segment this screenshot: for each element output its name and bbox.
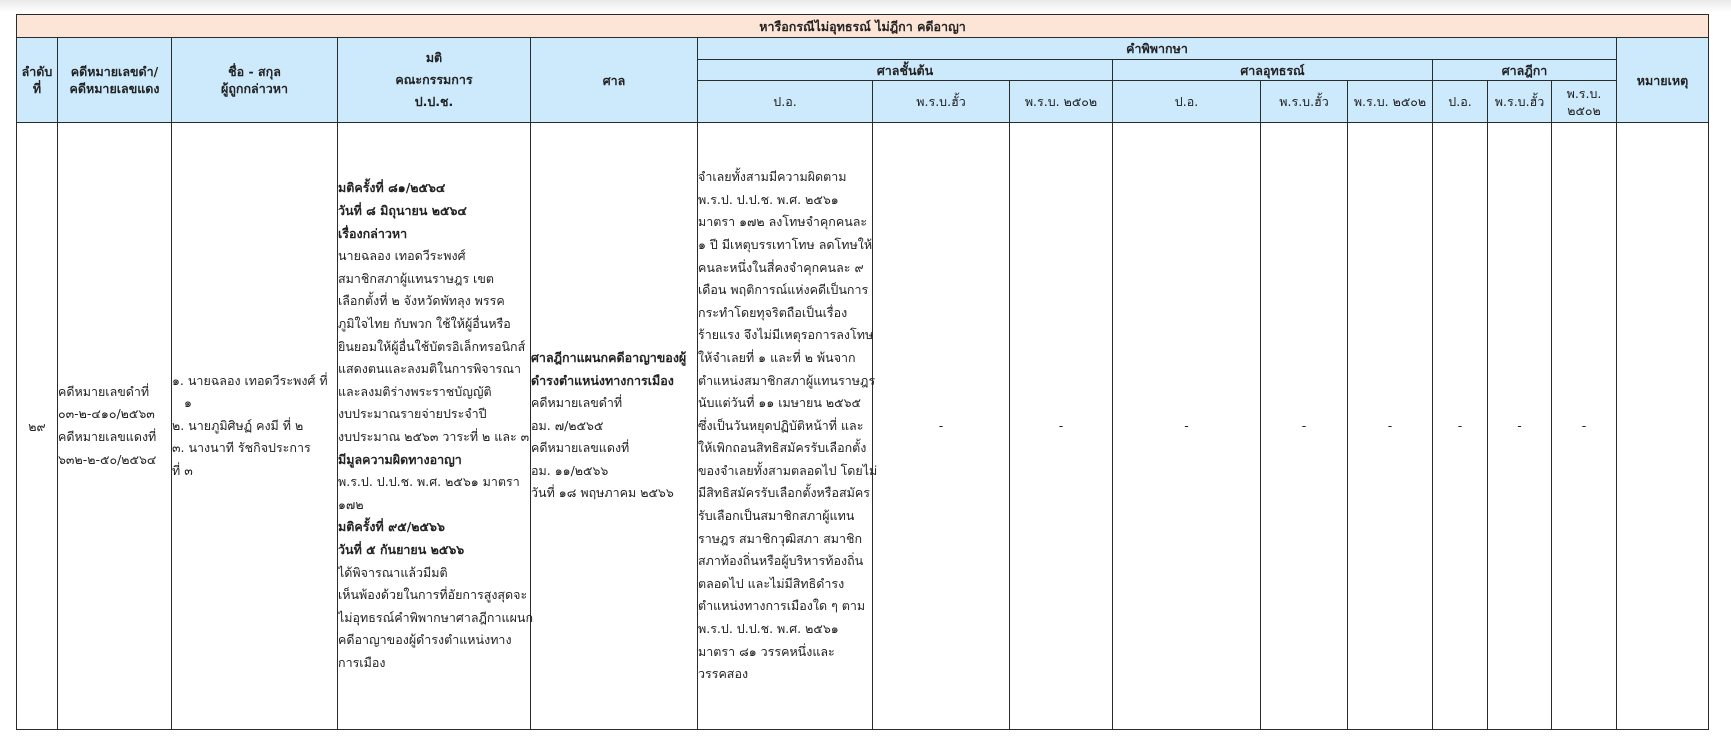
judgment-line: นับแต่วันที่ ๑๑ เมษายน ๒๕๖๕ — [698, 395, 861, 411]
judgment-line: คนละหนึ่งในสี่คงจำคุกคนละ ๙ — [698, 259, 864, 275]
judgment-line: ๑ ปี มีเหตุบรรเทาโทษ ลดโทษให้ — [698, 236, 873, 252]
header-supreme-2502-line1: พ.ร.บ. — [1566, 85, 1602, 101]
dash-value: - — [1301, 417, 1307, 433]
cell-resolution — [338, 123, 534, 730]
header-remark: หมายเหตุ — [1617, 38, 1709, 123]
judgment-line: ร้ายแรง จึงไม่มีเหตุรอการลงโทษ — [698, 327, 874, 343]
header-supreme-po: ป.อ. — [1433, 81, 1488, 123]
header-name-line1: ชื่อ - สกุล — [228, 64, 281, 79]
header-case-no — [58, 38, 172, 123]
cell-court — [531, 123, 698, 730]
case-no-line: คดีหมายเลขดำที่ — [58, 383, 150, 399]
header-no — [17, 38, 58, 123]
header-resolution-line2: คณะกรรมการ — [395, 72, 473, 87]
cell-appeal-old — [1261, 123, 1348, 730]
case-no-line: ๖๓๒-๒-๕๐/๒๕๖๔ — [58, 451, 157, 467]
header-case-no-line1: คดีหมายเลขดำ/ — [70, 64, 159, 79]
header-no-line1: ลำดับ — [21, 64, 53, 79]
cell-supreme-2502 — [1552, 123, 1617, 730]
resolution-line: งบประมาณรายจ่ายประจำปี — [338, 406, 487, 422]
resolution-line: ไม่อุทธรณ์คำพิพากษาศาลฎีกาแผนก — [338, 609, 534, 625]
judgment-line: รับเลือกเป็นสมาชิกสภาผู้แทน — [698, 508, 855, 524]
cell-appeal-po — [1113, 123, 1261, 730]
header-supreme-old: พ.ร.บ.ฮั้ว — [1488, 81, 1552, 123]
judgment-line: ซึ่งเป็นวันหยุดปฏิบัติหน้าที่ และ — [698, 417, 864, 433]
dash-value: - — [938, 417, 944, 433]
header-resolution — [338, 38, 531, 123]
header-name — [172, 38, 338, 123]
cell-first-2502 — [1010, 123, 1113, 730]
resolution-line: แสดงตนและลงมติในการพิจารณา — [338, 361, 521, 377]
header-name-line2: ผู้ถูกกล่าวหา — [221, 81, 288, 96]
header-first-po: ป.อ. — [698, 81, 873, 123]
header-supreme-2502 — [1552, 81, 1617, 123]
resolution-line: งบประมาณ ๒๕๖๓ วาระที่ ๒ และ ๓ — [338, 429, 530, 444]
judgment-line: มีสิทธิสมัครรับเลือกตั้งหรือสมัคร — [698, 485, 870, 501]
judgment-line: ให้เพิกถอนสิทธิสมัครรับเลือกตั้ง — [698, 440, 867, 456]
cell-remark — [1617, 123, 1709, 730]
header-first-2502: พ.ร.บ. ๒๕๐๒ — [1010, 81, 1113, 123]
resolution-line: เรื่องกล่าวหา — [338, 225, 408, 241]
table-row — [17, 123, 1709, 730]
judgment-line: ตลอดไป และไม่มีสิทธิดำรง — [698, 575, 845, 591]
dash-value: - — [1058, 417, 1064, 433]
judgment-line: วรรคสอง — [698, 666, 749, 682]
court-line: คดีหมายเลขดำที่ — [531, 395, 623, 411]
resolution-line: เห็นพ้องด้วยในการที่อัยการสูงสุดจะ — [338, 587, 528, 603]
case-table — [16, 14, 1709, 730]
resolution-line: ได้พิจารณาแล้วมีมติ — [338, 564, 448, 580]
header-first-old: พ.ร.บ.ฮั้ว — [873, 81, 1010, 123]
judgment-line: ตำแหน่งสมาชิกสภาผู้แทนราษฎร — [698, 372, 876, 388]
name-line: ที่ ๓ — [172, 462, 193, 478]
header-appeal-old: พ.ร.บ.ฮั้ว — [1261, 81, 1348, 123]
resolution-line: ๑๗๒ — [338, 496, 364, 512]
name-line: ๓. นางนาที รัชกิจประการ — [172, 440, 311, 456]
court-line: ดำรงตำแหน่งทางการเมือง — [531, 372, 674, 388]
cell-supreme-old — [1488, 123, 1552, 730]
resolution-line: มติครั้งที่ ๙๕/๒๕๖๖ — [338, 519, 445, 535]
header-no-line2: ที่ — [32, 81, 42, 96]
court-line: อม. ๗/๒๕๖๕ — [531, 417, 604, 433]
resolution-line: เลือกตั้งที่ ๒ จังหวัดพัทลุง พรรค — [338, 293, 505, 309]
resolution-line: มีมูลความผิดทางอาญา — [338, 451, 462, 467]
table-title: หารือกรณีไม่อุทธรณ์ ไม่ฎีกา คดีอาญา — [17, 15, 1709, 38]
dash-value: - — [1387, 417, 1393, 433]
court-line: ศาลฎีกาแผนกคดีอาญาของผู้ — [531, 349, 687, 365]
judgment-line: มาตรา ๑๗๒ ลงโทษจำคุกคนละ — [698, 214, 868, 230]
name-line: ๑. นายฉลอง เทอดวีระพงศ์ ที่ — [172, 372, 328, 388]
header-court-appeal: ศาลอุทธรณ์ — [1113, 60, 1433, 81]
header-judgment: คำพิพากษา — [698, 38, 1617, 60]
name-line: ๑ — [184, 395, 192, 411]
judgment-line: ของจำเลยทั้งสามตลอดไป โดยไม่ — [698, 462, 878, 478]
case-no-line: คดีหมายเลขแดงที่ — [58, 429, 157, 444]
header-resolution-line3: ป.ป.ช. — [414, 94, 454, 109]
dash-value: - — [1517, 417, 1522, 433]
court-line: อม. ๑๑/๒๕๖๖ — [531, 462, 609, 478]
resolution-line: พ.ร.ป. ป.ป.ช. พ.ศ. ๒๕๖๑ มาตรา — [338, 474, 520, 490]
dash-value: - — [1581, 417, 1587, 433]
header-appeal-2502: พ.ร.บ. ๒๕๐๒ — [1348, 81, 1433, 123]
resolution-line: ยินยอมให้ผู้อื่นใช้บัตรอิเล็กทรอนิกส์ — [338, 338, 526, 354]
header-court-first: ศาลชั้นต้น — [698, 60, 1113, 81]
header-supreme-2502-line2: ๒๕๐๒ — [1567, 102, 1601, 118]
header-court-supreme: ศาลฎีกา — [1433, 60, 1617, 81]
top-gradient — [0, 0, 1731, 12]
judgment-line: จำเลยทั้งสามมีความผิดตาม — [698, 169, 847, 185]
resolution-line: คดีอาญาของผู้ดำรงตำแหน่งทาง — [338, 632, 512, 648]
resolution-line: ภูมิใจไทย กับพวก ใช้ให้ผู้อื่นหรือ — [338, 316, 511, 332]
resolution-line: มติครั้งที่ ๘๑/๒๕๖๔ — [338, 180, 446, 196]
case-no-line: ๐๓-๒-๔๑๐/๒๕๖๓ — [58, 406, 155, 422]
judgment-line: กระทำโดยทุจริตถือเป็นเรื่อง — [698, 304, 848, 320]
header-court: ศาล — [531, 38, 698, 123]
court-line: วันที่ ๑๘ พฤษภาคม ๒๕๖๖ — [531, 485, 674, 501]
cell-first-old — [873, 123, 1010, 730]
resolution-line: นายฉลอง เทอดวีระพงศ์ — [338, 248, 466, 264]
cell-supreme-po — [1433, 123, 1488, 730]
cell-first-po — [698, 123, 878, 730]
header-resolution-line1: มติ — [425, 50, 443, 65]
header-appeal-po: ป.อ. — [1113, 81, 1261, 123]
judgment-line: พ.ร.ป. ป.ป.ช. พ.ศ. ๒๕๖๑ — [698, 621, 839, 637]
resolution-line: วันที่ ๕ กันยายน ๒๕๖๖ — [338, 541, 465, 557]
cell-case-no — [58, 123, 172, 730]
name-line: ๒. นายภูมิศิษฏ์ คงมี ที่ ๒ — [172, 417, 304, 433]
header-case-no-line2: คดีหมายเลขแดง — [69, 81, 160, 96]
resolution-line: และลงมติร่างพระราชบัญญัติ — [338, 383, 492, 399]
cell-appeal-2502 — [1348, 123, 1433, 730]
dash-value: - — [1184, 417, 1189, 433]
judgment-line: สภาท้องถิ่นหรือผู้บริหารท้องถิ่น — [698, 553, 864, 569]
resolution-line: วันที่ ๘ มิถุนายน ๒๕๖๔ — [338, 203, 467, 219]
court-line: คดีหมายเลขแดงที่ — [531, 440, 630, 456]
cell-no: ๒๙ — [17, 123, 58, 730]
judgment-line: พ.ร.ป. ป.ป.ช. พ.ศ. ๒๕๖๑ — [698, 191, 839, 207]
dash-value: - — [1457, 417, 1463, 433]
judgment-line: ให้จำเลยที่ ๑ และที่ ๒ พ้นจาก — [698, 349, 856, 365]
judgment-line: ตำแหน่งทางการเมืองใด ๆ ตาม — [698, 598, 866, 614]
judgment-line: มาตรา ๘๑ วรรคหนึ่งและ — [698, 643, 835, 659]
resolution-line: สมาชิกสภาผู้แทนราษฎร เขต — [338, 270, 494, 286]
judgment-line: เดือน พฤติการณ์แห่งคดีเป็นการ — [698, 282, 869, 298]
cell-names — [172, 123, 338, 730]
judgment-line: ราษฎร สมาชิกวุฒิสภา สมาชิก — [698, 530, 863, 546]
resolution-line: การเมือง — [338, 654, 386, 670]
